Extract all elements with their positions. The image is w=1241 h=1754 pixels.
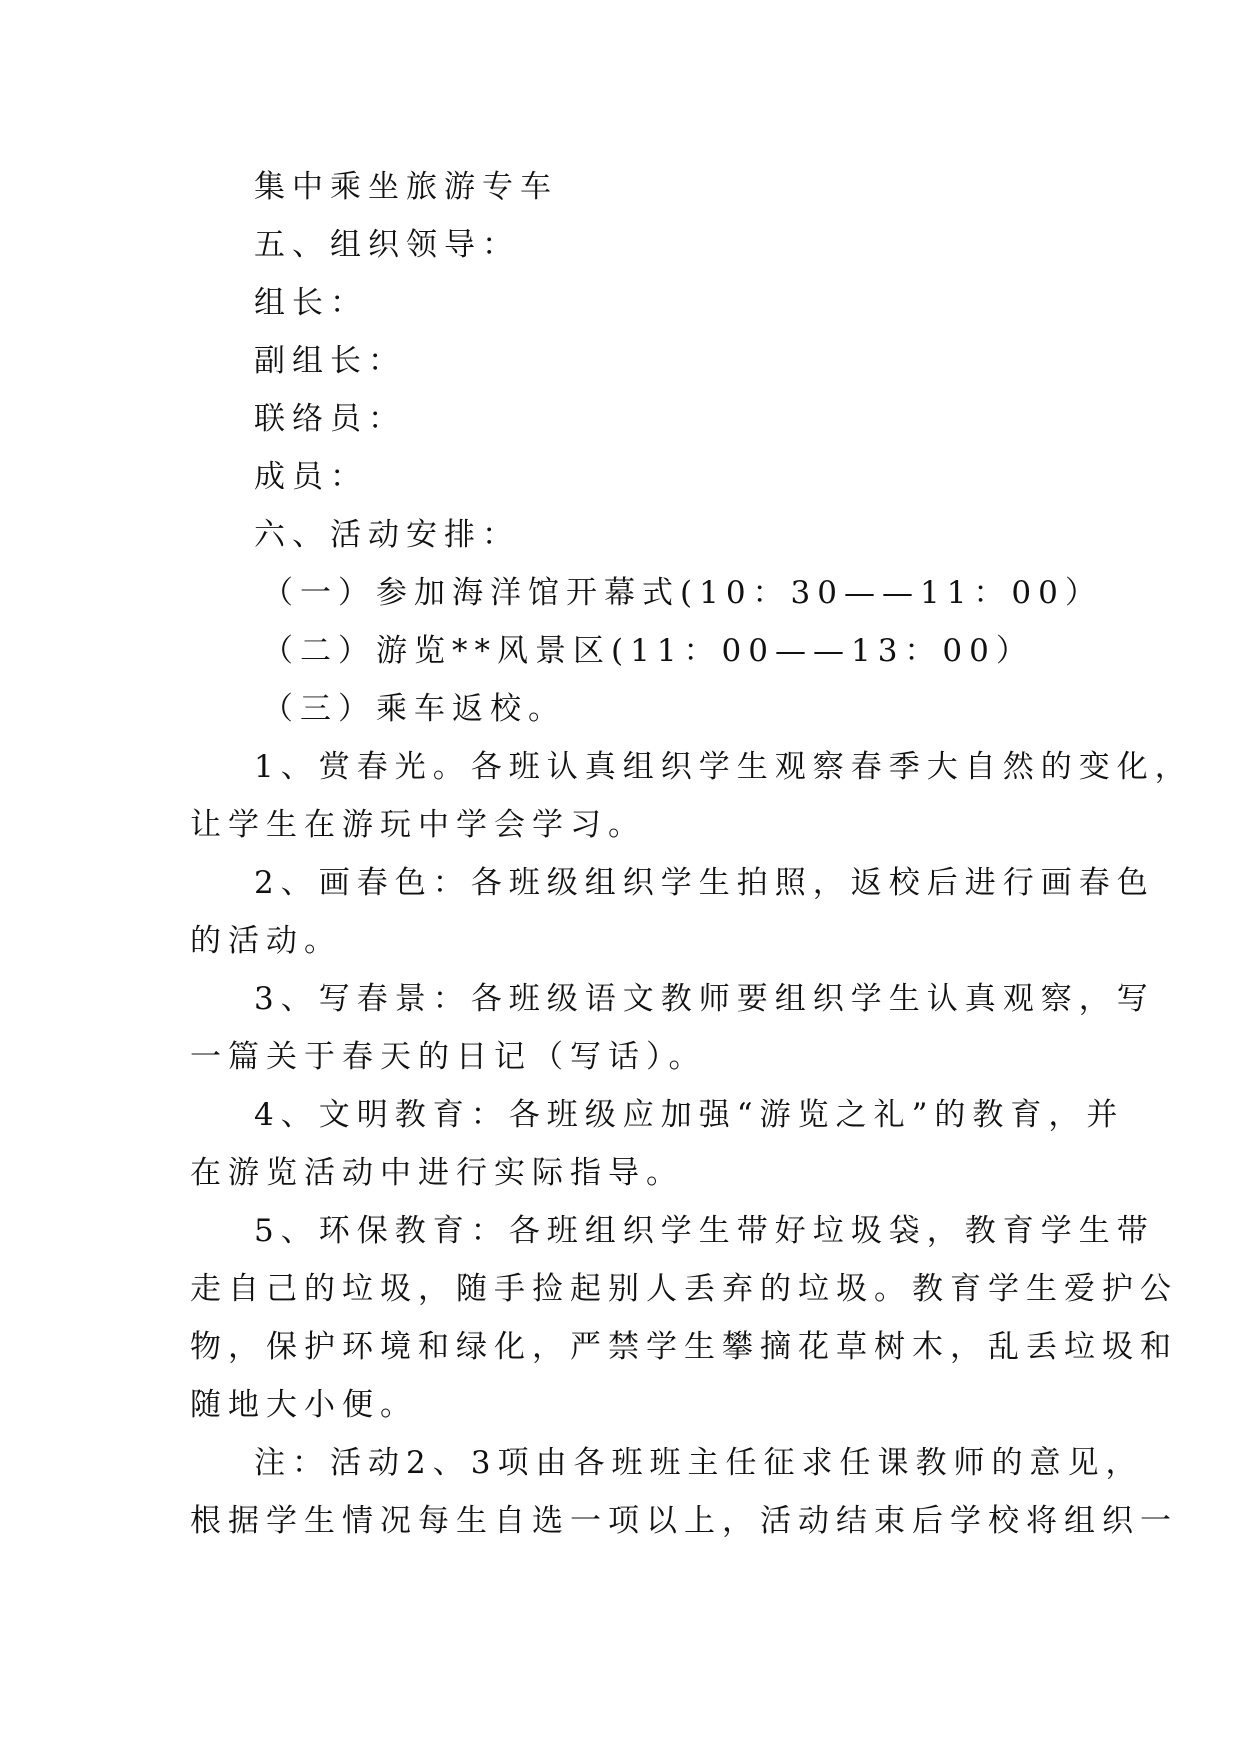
paragraph-line: 3、写春景：各班级语文教师要组织学生认真观察，写 [254,981,1155,1017]
paragraph-line: 的活动。 [190,923,342,959]
paragraph-line: 5、环保教育：各班组织学生带好垃圾袋，教育学生带 [254,1213,1155,1249]
section-heading: 五、组织领导： [254,227,520,263]
paragraph-line: 2、画春色：各班级组织学生拍照，返校后进行画春色 [254,865,1155,901]
paragraph-line: 4、文明教育：各班级应加强“游览之礼”的教育，并 [254,1097,1125,1133]
text-line: 集中乘坐旅游专车 [254,169,558,205]
schedule-item: （一）参加海洋馆开幕式(10：30——11：00） [262,575,1103,611]
schedule-item: （三）乘车返校。 [262,691,566,727]
text-line: 联络员： [254,401,406,437]
paragraph-line: 随地大小便。 [190,1387,418,1423]
note-line: 根据学生情况每生自选一项以上，活动结束后学校将组织一 [190,1503,1178,1539]
text-line: 副组长： [254,343,406,379]
paragraph-line: 让学生在游玩中学会学习。 [190,807,646,843]
paragraph-line: 走自己的垃圾，随手捡起别人丢弃的垃圾。教育学生爱护公 [190,1271,1178,1307]
document-body [190,158,1193,1550]
section-heading: 六、活动安排： [254,517,520,553]
schedule-item: （二）游览**风景区(11：00——13：00） [262,633,1034,669]
text-line: 组长： [254,285,368,321]
paragraph-line: 物，保护环境和绿化，严禁学生攀摘花草树木，乱丢垃圾和 [190,1329,1178,1365]
note-line: 注：活动2、3项由各班班主任征求任课教师的意见， [254,1445,1144,1481]
paragraph-line: 一篇关于春天的日记（写话）。 [190,1039,707,1075]
paragraph-line: 在游览活动中进行实际指导。 [190,1155,684,1191]
text-line: 成员： [254,459,368,495]
paragraph-line: 1、赏春光。各班认真组织学生观察春季大自然的变化， [254,749,1193,785]
